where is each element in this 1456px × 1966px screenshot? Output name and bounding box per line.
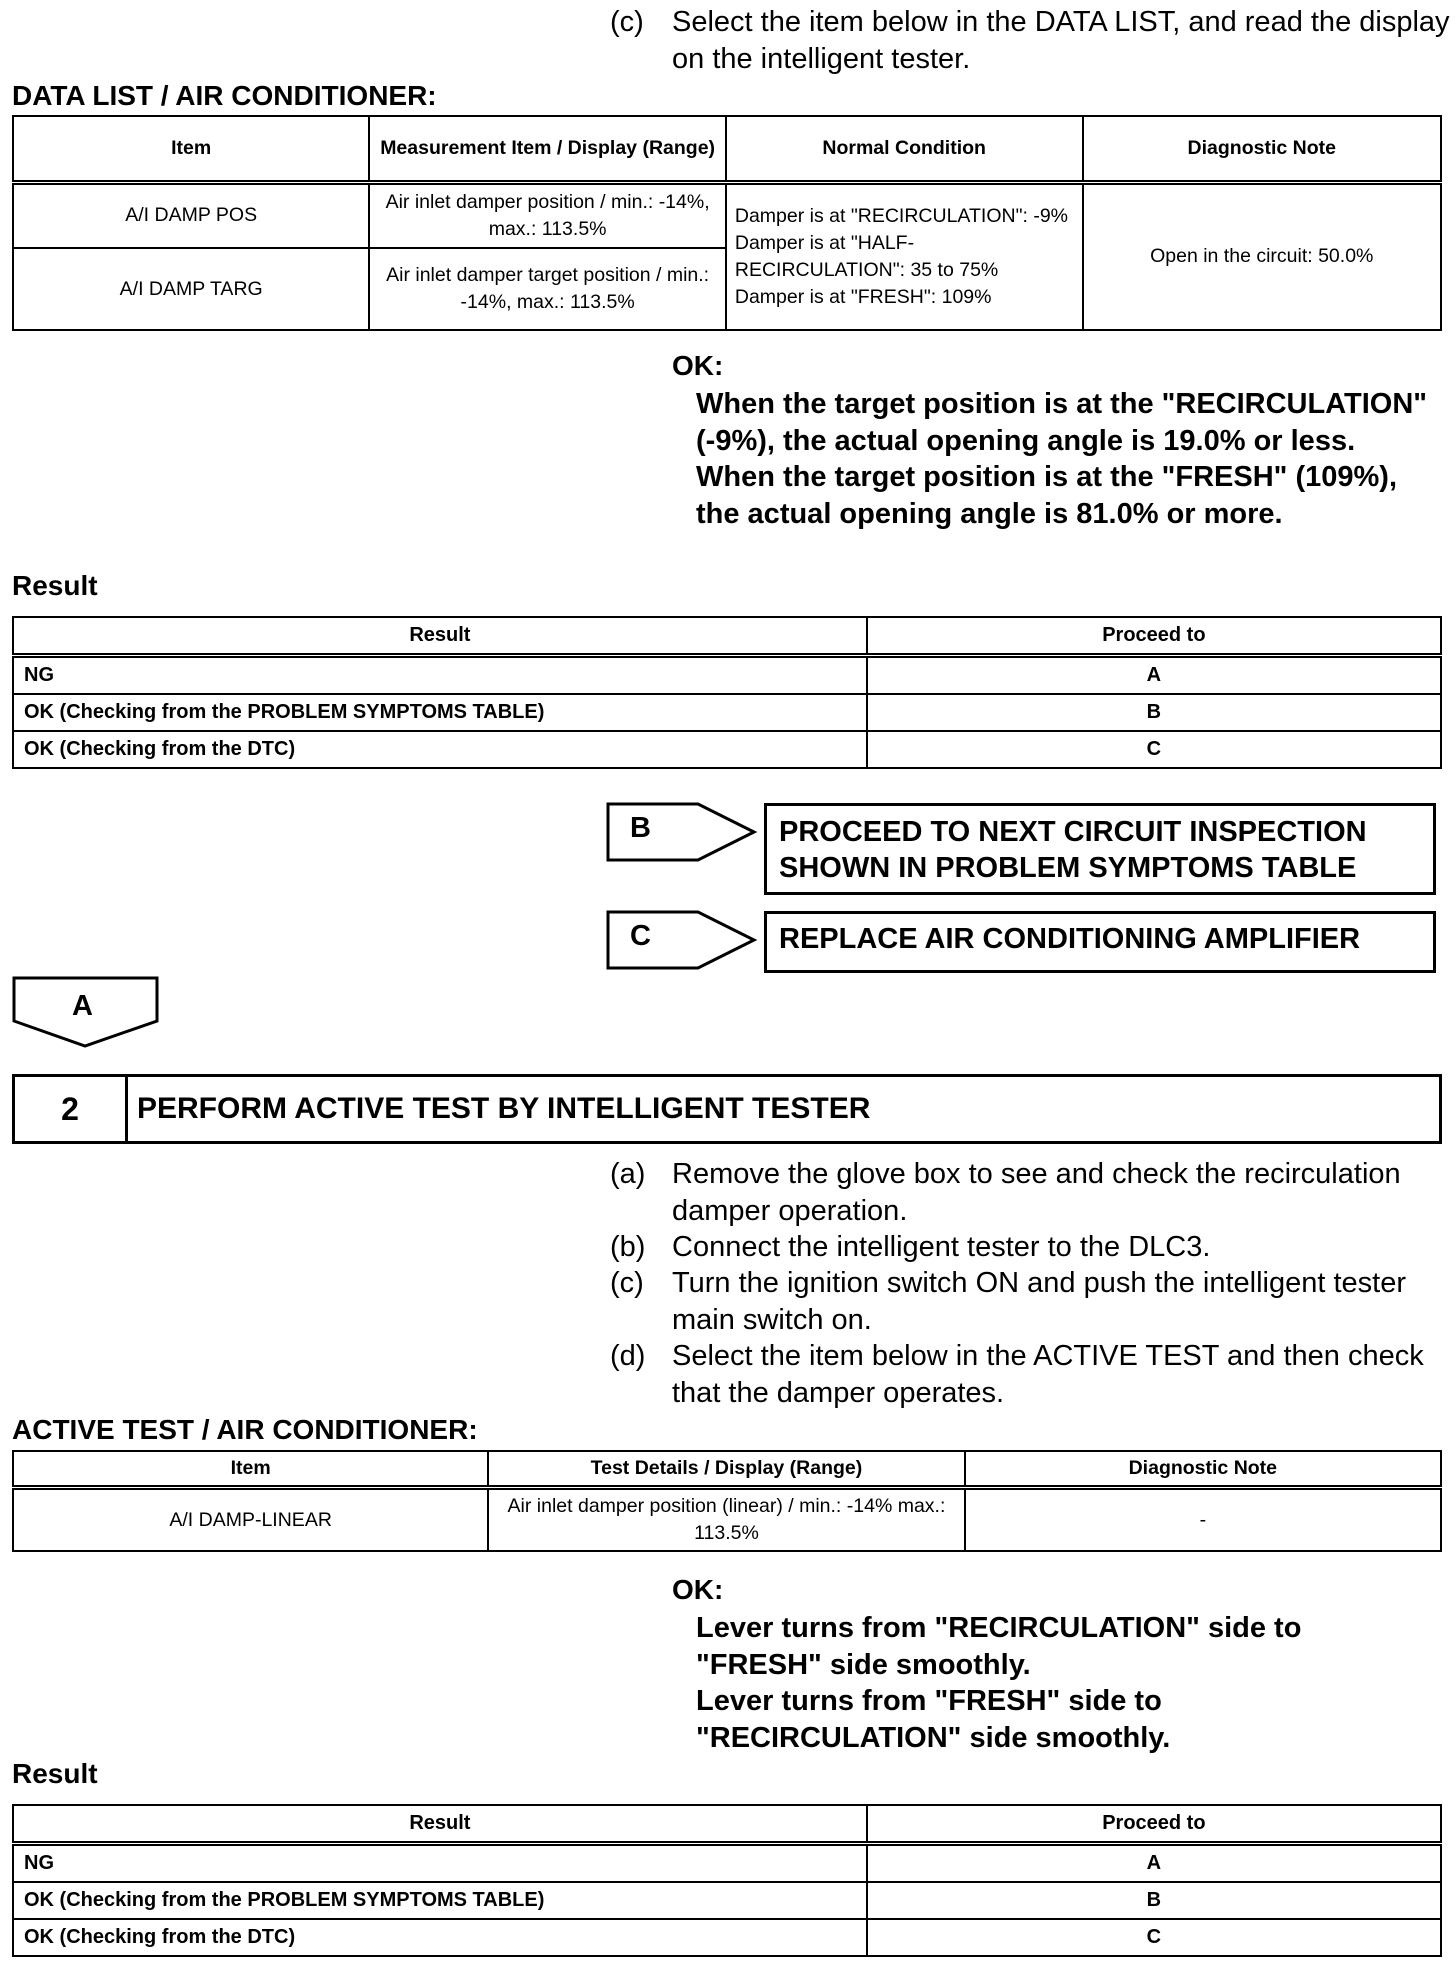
step-d bbox=[610, 1338, 1450, 1411]
step-letter: (c) bbox=[610, 1267, 644, 1299]
ok-line: When the target position is at the "RECIRCULATION" (-9%), the actual opening angle is 19.0% or less. bbox=[696, 388, 1428, 457]
result-cell: NG bbox=[13, 1844, 867, 1883]
flow-arrow-b-icon bbox=[606, 802, 758, 862]
step-letter: (c) bbox=[610, 6, 644, 38]
result-table bbox=[12, 616, 1442, 769]
flow-box-c: REPLACE AIR CONDITIONING AMPLIFIER bbox=[764, 911, 1436, 973]
table-row bbox=[13, 731, 1441, 768]
flow-box-b-line: SHOWN IN PROBLEM SYMPTOMS TABLE bbox=[779, 852, 1357, 884]
header-normal-condition: Normal Condition bbox=[726, 116, 1083, 182]
result-header-row bbox=[13, 617, 1441, 656]
header-test-details: Test Details / Display (Range) bbox=[488, 1451, 964, 1488]
table-header-row bbox=[13, 1451, 1441, 1488]
ok-conditions bbox=[696, 1610, 1376, 1756]
normal-condition-line: Damper is at "RECIRCULATION": -9% bbox=[734, 204, 1069, 227]
table-row bbox=[13, 1919, 1441, 1956]
proceed-cell: A bbox=[867, 656, 1441, 695]
measurement-cell: Air inlet damper target position / min.: -14%, max.: 113.5% bbox=[369, 248, 726, 330]
step-title: PERFORM ACTIVE TEST BY INTELLIGENT TESTER bbox=[137, 1092, 871, 1125]
step-letter: (a) bbox=[610, 1158, 646, 1190]
item-cell: A/I DAMP TARG bbox=[13, 248, 369, 330]
table-row bbox=[13, 182, 1441, 248]
header-item: Item bbox=[13, 116, 369, 182]
flow-arrow-c-icon bbox=[606, 910, 758, 970]
proceed-cell: C bbox=[867, 1919, 1441, 1956]
data-list-title: DATA LIST / AIR CONDITIONER: bbox=[12, 80, 437, 111]
step-text: Turn the ignition switch ON and push the intelligent tester main switch on. bbox=[672, 1267, 1406, 1336]
diagnostic-note-cell: - bbox=[965, 1488, 1441, 1552]
active-test-title: ACTIVE TEST / AIR CONDITIONER: bbox=[12, 1414, 478, 1445]
table-row bbox=[13, 656, 1441, 695]
ok-line: Lever turns from "RECIRCULATION" side to "FRESH" side smoothly. bbox=[696, 1612, 1302, 1681]
ok-label: OK: bbox=[672, 1574, 724, 1605]
normal-condition-line: Damper is at "FRESH": 109% bbox=[734, 285, 992, 308]
table-row bbox=[13, 1488, 1441, 1552]
proceed-header: Proceed to bbox=[867, 1805, 1441, 1844]
ok-label: OK: bbox=[672, 350, 724, 381]
result-cell: OK (Checking from the PROBLEM SYMPTOMS TABLE) bbox=[13, 694, 867, 731]
diagnostic-note-cell: Open in the circuit: 50.0% bbox=[1083, 182, 1442, 330]
flow-label-a: A bbox=[72, 990, 93, 1022]
flow-box-b bbox=[764, 803, 1436, 895]
step-c bbox=[610, 4, 1450, 77]
step-text: Connect the intelligent tester to the DLC3. bbox=[672, 1231, 1211, 1263]
proceed-cell: C bbox=[867, 731, 1441, 768]
proceed-cell: B bbox=[867, 1882, 1441, 1919]
header-item: Item bbox=[13, 1451, 488, 1488]
step2-header bbox=[12, 1074, 1442, 1144]
table-row bbox=[13, 1882, 1441, 1919]
result-title: Result bbox=[12, 570, 98, 601]
result-cell: NG bbox=[13, 656, 867, 695]
flow-label-b: B bbox=[630, 812, 651, 844]
data-list-table bbox=[12, 115, 1442, 331]
step-letter: (b) bbox=[610, 1231, 646, 1263]
proceed-cell: B bbox=[867, 694, 1441, 731]
step-number: 2 bbox=[15, 1077, 128, 1141]
item-cell: A/I DAMP-LINEAR bbox=[13, 1488, 488, 1552]
table-header-row bbox=[13, 116, 1441, 182]
result-cell: OK (Checking from the DTC) bbox=[13, 1919, 867, 1956]
result-cell: OK (Checking from the DTC) bbox=[13, 731, 867, 768]
ok-conditions bbox=[696, 386, 1436, 532]
proceed-cell: A bbox=[867, 1844, 1441, 1883]
result-cell: OK (Checking from the PROBLEM SYMPTOMS TABLE) bbox=[13, 1882, 867, 1919]
step-letter: (d) bbox=[610, 1340, 646, 1372]
result-header: Result bbox=[13, 617, 867, 656]
step-a bbox=[610, 1156, 1450, 1229]
header-diagnostic-note: Diagnostic Note bbox=[965, 1451, 1441, 1488]
step-text: Remove the glove box to see and check the recirculation damper operation. bbox=[672, 1158, 1401, 1227]
header-measurement: Measurement Item / Display (Range) bbox=[369, 116, 726, 182]
details-cell: Air inlet damper position (linear) / min.: -14% max.: 113.5% bbox=[488, 1488, 964, 1552]
measurement-cell: Air inlet damper position / min.: -14%, max.: 113.5% bbox=[369, 182, 726, 248]
result-table bbox=[12, 1804, 1442, 1957]
item-cell: A/I DAMP POS bbox=[13, 182, 369, 248]
proceed-header: Proceed to bbox=[867, 617, 1441, 656]
flow-label-c: C bbox=[630, 920, 651, 952]
step-text: Select the item below in the ACTIVE TEST and then check that the damper operates. bbox=[672, 1340, 1424, 1409]
active-test-table bbox=[12, 1450, 1442, 1552]
result-header: Result bbox=[13, 1805, 867, 1844]
normal-condition-cell bbox=[726, 182, 1083, 330]
normal-condition-line: Damper is at "HALF-RECIRCULATION": 35 to 75% bbox=[734, 231, 999, 281]
table-row bbox=[13, 1844, 1441, 1883]
step-b bbox=[610, 1229, 1450, 1266]
header-diagnostic-note: Diagnostic Note bbox=[1083, 116, 1442, 182]
ok-line: When the target position is at the "FRESH" (109%), the actual opening angle is 81.0% or more. bbox=[696, 461, 1398, 530]
flow-box-b-line: PROCEED TO NEXT CIRCUIT INSPECTION bbox=[779, 816, 1367, 848]
step-text: Select the item below in the DATA LIST, and read the display on the intelligent tester. bbox=[672, 6, 1450, 75]
step-c2 bbox=[610, 1265, 1450, 1338]
ok-line: Lever turns from "FRESH" side to "RECIRCULATION" side smoothly. bbox=[696, 1685, 1171, 1754]
table-row bbox=[13, 694, 1441, 731]
result-header-row bbox=[13, 1805, 1441, 1844]
result-title: Result bbox=[12, 1758, 98, 1789]
